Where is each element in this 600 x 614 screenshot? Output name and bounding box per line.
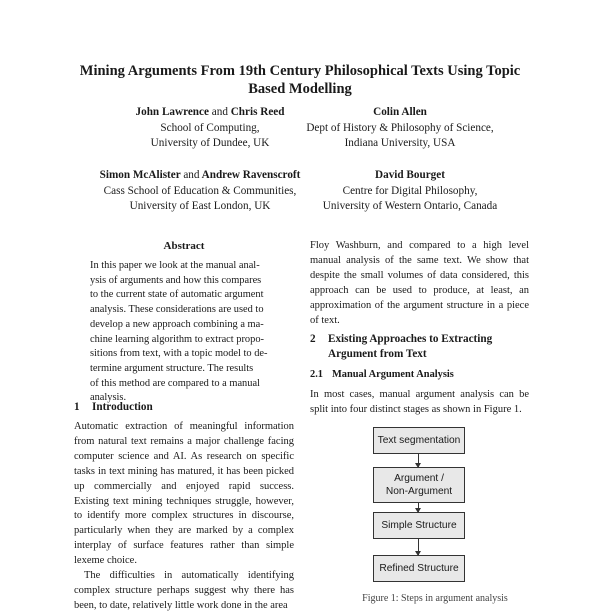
author-block-allen bbox=[290, 105, 510, 152]
author-affiliation: School of Computing, bbox=[160, 121, 260, 134]
paragraph: Automatic extraction of meaningful information from natural text remains a major challenge facing computer science and AI. As research on specific tasks in text mining has matured, it has been picked up commercially and enjoyed rapid success. Existing text mining techniques struggle, however, to identify more complex structures in discourse, particularly when they are marked by a complex interplay of surface features rather than simple lexeme choice. bbox=[74, 421, 294, 567]
flow-arrow bbox=[418, 503, 419, 512]
subsection-heading-manual-analysis bbox=[310, 369, 454, 380]
title-line-1: Mining Arguments From 19th Century Philosophical Texts Using Topic bbox=[79, 63, 521, 79]
abstract-line: ysis of arguments and how this compares bbox=[90, 274, 262, 286]
author-name: Colin Allen bbox=[373, 106, 427, 118]
paragraph: Floy Washburn, and compared to a high level manual analysis of the same text. We show that despite the small volumes of data considered, this approach can be used to produce, at least, an approximation of the argument structure in a piece of text. bbox=[310, 240, 529, 326]
author-and: and bbox=[183, 169, 200, 181]
abstract-line: develop a new approach combining a ma- bbox=[90, 318, 264, 330]
author-affiliation: Indiana University, USA bbox=[344, 137, 456, 149]
abstract-heading: Abstract bbox=[163, 240, 205, 252]
flow-box-label: Non-Argument bbox=[385, 486, 453, 497]
title-line-2: Based Modelling bbox=[248, 81, 352, 97]
author-name: Simon McAlister bbox=[99, 169, 181, 181]
manual-analysis-body bbox=[310, 388, 529, 418]
author-affiliation: University of Dundee, UK bbox=[150, 137, 270, 149]
author-affiliation: Cass School of Education & Communities, bbox=[103, 184, 297, 197]
author-name: Chris Reed bbox=[230, 106, 285, 118]
section-number: 1 bbox=[74, 401, 80, 413]
flow-box-label: Argument / bbox=[394, 473, 444, 484]
author-and: and bbox=[211, 106, 228, 118]
author-name: Andrew Ravenscroft bbox=[201, 169, 301, 181]
section-heading-introduction bbox=[74, 400, 153, 415]
subsection-number: 2.1 bbox=[310, 369, 323, 380]
paragraph: In most cases, manual argument analysis can be split into four distinct stages as shown in Figure 1. bbox=[310, 389, 529, 415]
author-affiliation: University of Western Ontario, Canada bbox=[322, 200, 498, 212]
author-block-bourget bbox=[300, 168, 520, 215]
abstract-line: chine learning algorithm to extract propo- bbox=[90, 333, 264, 345]
figure-caption: Figure 1: Steps in argument analysis bbox=[362, 593, 508, 604]
introduction-body bbox=[74, 420, 294, 614]
paragraph: The difficulties in automatically identifying complex structure perhaps suggest why there has been, to date, relatively little work done in the area bbox=[74, 570, 294, 611]
flow-arrow bbox=[418, 454, 419, 467]
section-number: 2 bbox=[310, 333, 316, 345]
abstract-line: of this method are compared to a manual bbox=[90, 377, 260, 389]
author-affiliation: Centre for Digital Philosophy, bbox=[342, 184, 478, 197]
abstract-line: analysis. bbox=[90, 392, 127, 404]
author-affiliation: Dept of History & Philosophy of Science, bbox=[306, 121, 494, 134]
abstract-body bbox=[90, 259, 280, 406]
abstract-line: analysis. These considerations are used to bbox=[90, 304, 264, 316]
author-affiliation: University of East London, UK bbox=[129, 200, 271, 212]
section-title: Argument from Text bbox=[328, 348, 427, 360]
right-column-continued bbox=[310, 239, 529, 328]
flow-arrow bbox=[418, 539, 419, 555]
subsection-title: Manual Argument Analysis bbox=[332, 369, 454, 380]
flow-box-refined-structure: Refined Structure bbox=[373, 555, 465, 582]
section-title: Introduction bbox=[92, 401, 153, 413]
paper-title bbox=[60, 62, 540, 98]
section-heading-existing-approaches bbox=[310, 332, 529, 362]
author-name: David Bourget bbox=[375, 169, 445, 181]
abstract-line: termine argument structure. The results bbox=[90, 362, 254, 374]
author-name: John Lawrence bbox=[135, 106, 209, 118]
section-title: Existing Approaches to Extracting bbox=[328, 333, 493, 345]
author-block-mcalister-ravenscroft bbox=[80, 168, 320, 215]
flow-box-text-segmentation: Text segmentation bbox=[373, 427, 465, 454]
flow-box-simple-structure: Simple Structure bbox=[373, 512, 465, 539]
abstract-line: sitions from text, with a topic model to de- bbox=[90, 348, 268, 360]
abstract-line: In this paper we look at the manual anal- bbox=[90, 260, 260, 271]
flow-box-argument-non-argument bbox=[373, 467, 465, 503]
abstract-line: to the current state of automatic argument bbox=[90, 289, 264, 301]
